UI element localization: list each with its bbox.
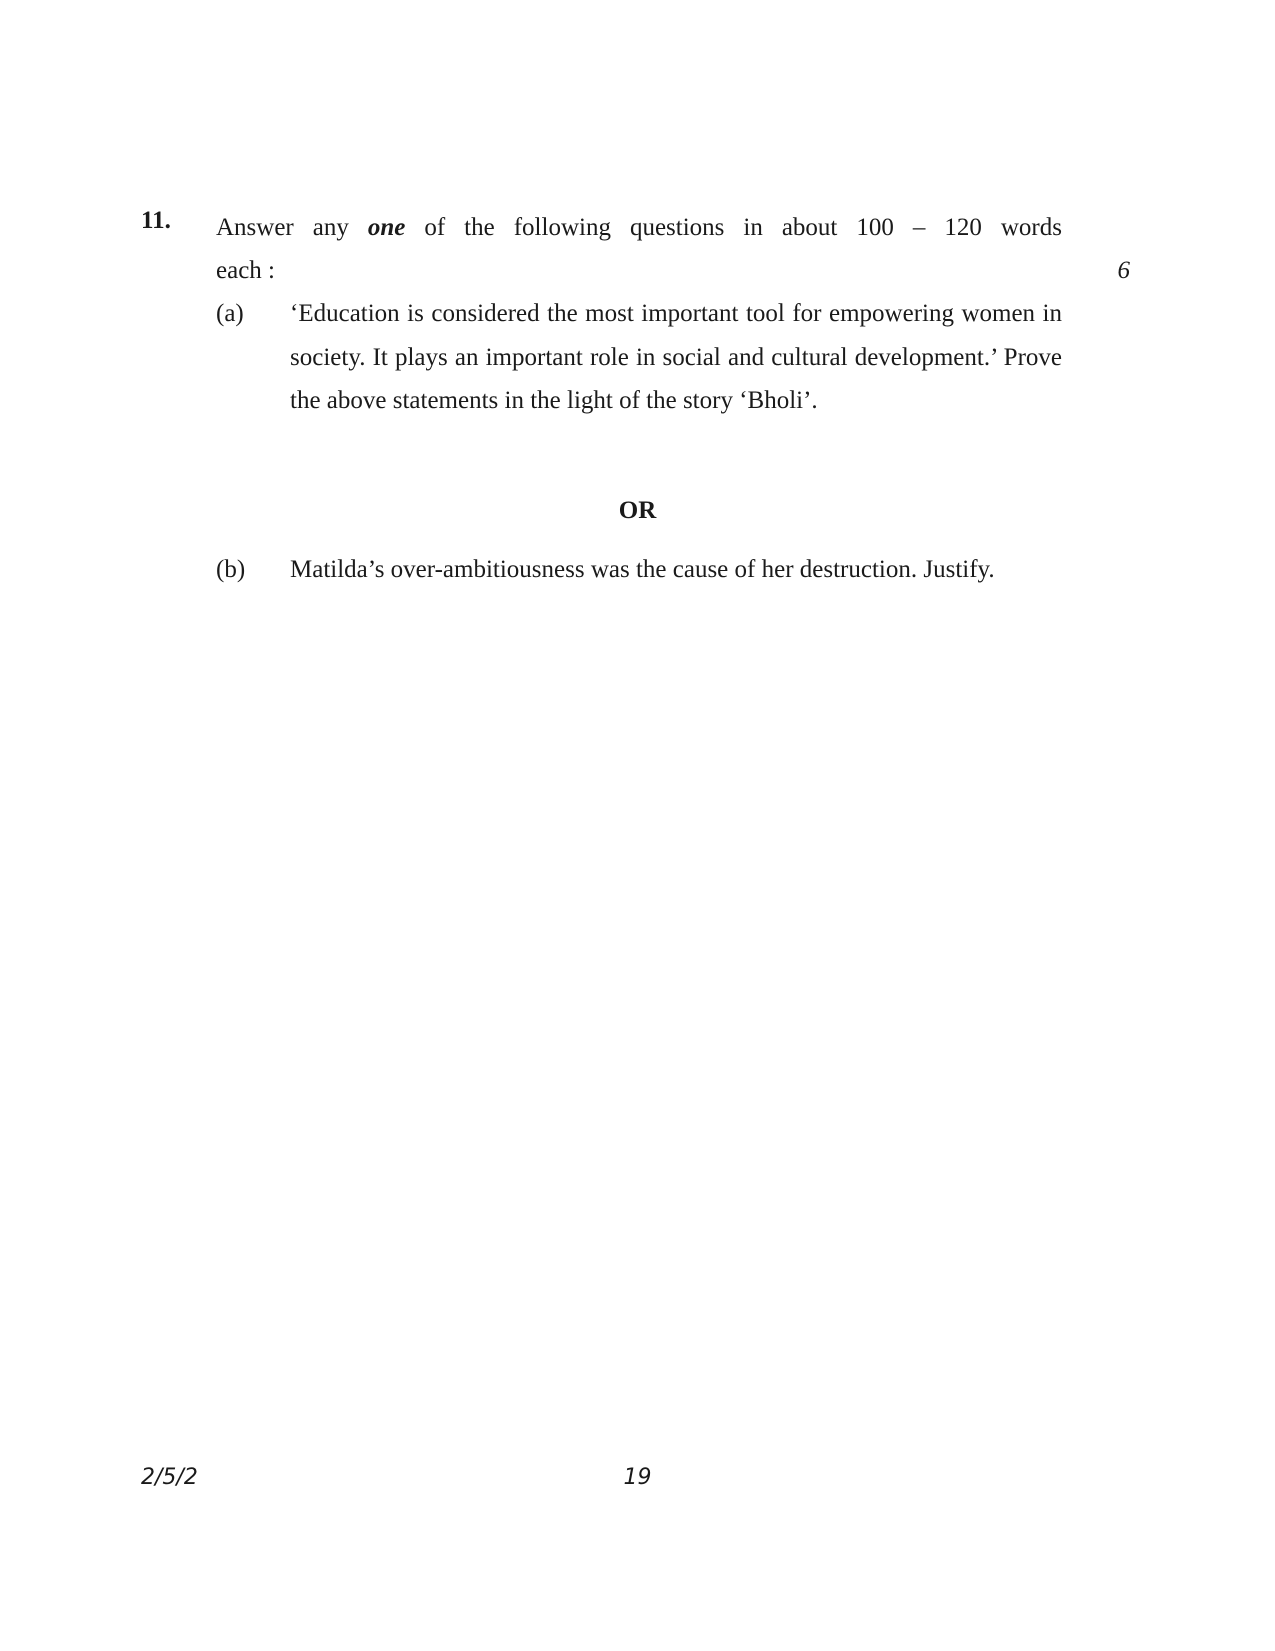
question-stem-line-1: [216, 206, 1062, 249]
question-stem: [216, 206, 1062, 292]
question-number: 11.: [141, 207, 171, 234]
stem-emphasis: one: [367, 214, 406, 241]
question-stem-line-2: each :: [216, 257, 275, 284]
option-b-label: (b): [216, 556, 246, 583]
page-number: 19: [623, 1465, 652, 1490]
question-marks: 6: [1117, 257, 1130, 284]
stem-text-start: Answer any: [216, 214, 368, 241]
option-a-text: ‘Education is considered the most important tool for empowering women in society. It plays an important role in social and cultural development.’ Prove the above statements in the light of the story ‘Bholi’.: [290, 300, 1062, 414]
stem-text-end: of the following questions in about 100 – 120 words: [405, 214, 1062, 241]
paper-code: 2/5/2: [141, 1465, 198, 1490]
option-b-text: Matilda’s over-ambitiousness was the cause of her destruction. Justify.: [290, 556, 995, 583]
or-separator: OR: [618, 497, 657, 524]
option-a-label: (a): [216, 300, 244, 327]
